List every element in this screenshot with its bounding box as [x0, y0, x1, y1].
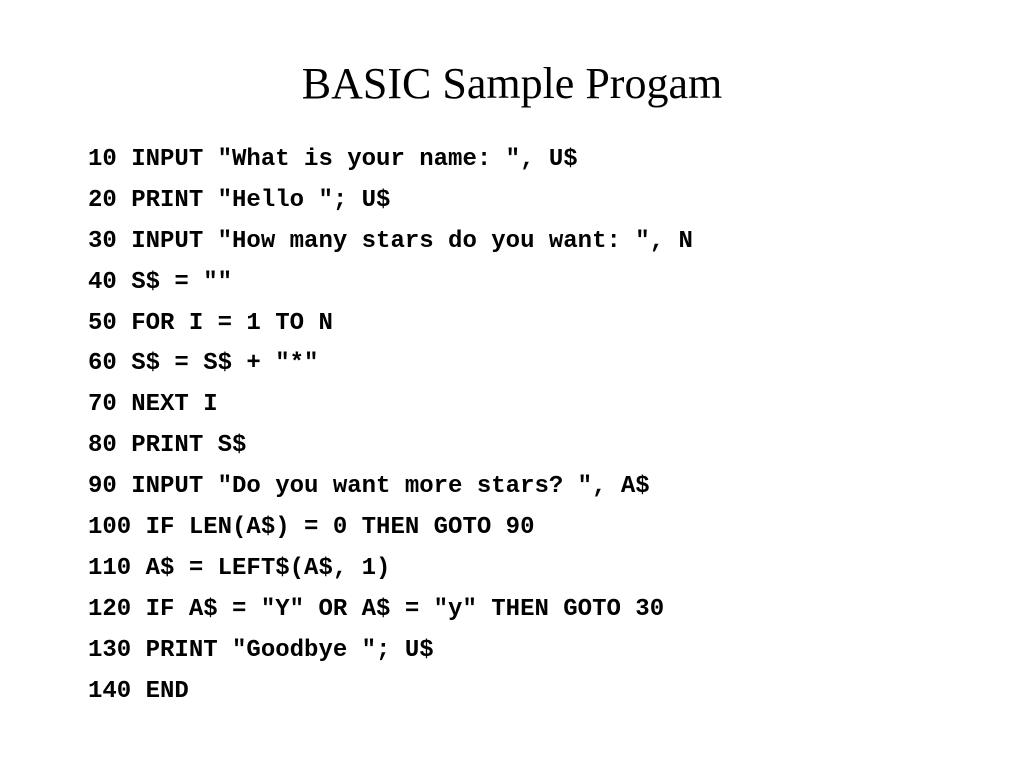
slide-title: BASIC Sample Progam: [301, 59, 723, 108]
code-line: 140 END: [88, 677, 189, 705]
code-line: 90 INPUT "Do you want more stars? ", A$: [88, 473, 650, 501]
code-line: 120 IF A$ = "Y" OR A$ = "y" THEN GOTO 30: [88, 595, 665, 623]
code-line: 50 FOR I = 1 TO N: [88, 309, 333, 337]
code-line: 80 PRINT S$: [88, 432, 247, 460]
code-line: 100 IF LEN(A$) = 0 THEN GOTO 90: [88, 514, 535, 542]
code-line: 30 INPUT "How many stars do you want: ", N: [88, 227, 693, 255]
code-line: 110 A$ = LEFT$(A$, 1): [88, 554, 391, 582]
code-line: 20 PRINT "Hello "; U$: [88, 186, 391, 214]
code-line: 70 NEXT I: [88, 391, 218, 419]
code-line: 10 INPUT "What is your name: ", U$: [88, 146, 578, 173]
code-listing: [88, 140, 693, 712]
code-line: 40 S$ = "": [88, 268, 233, 296]
code-line: 130 PRINT "Goodbye "; U$: [88, 636, 434, 664]
code-line: 60 S$ = S$ + "*": [88, 350, 319, 378]
